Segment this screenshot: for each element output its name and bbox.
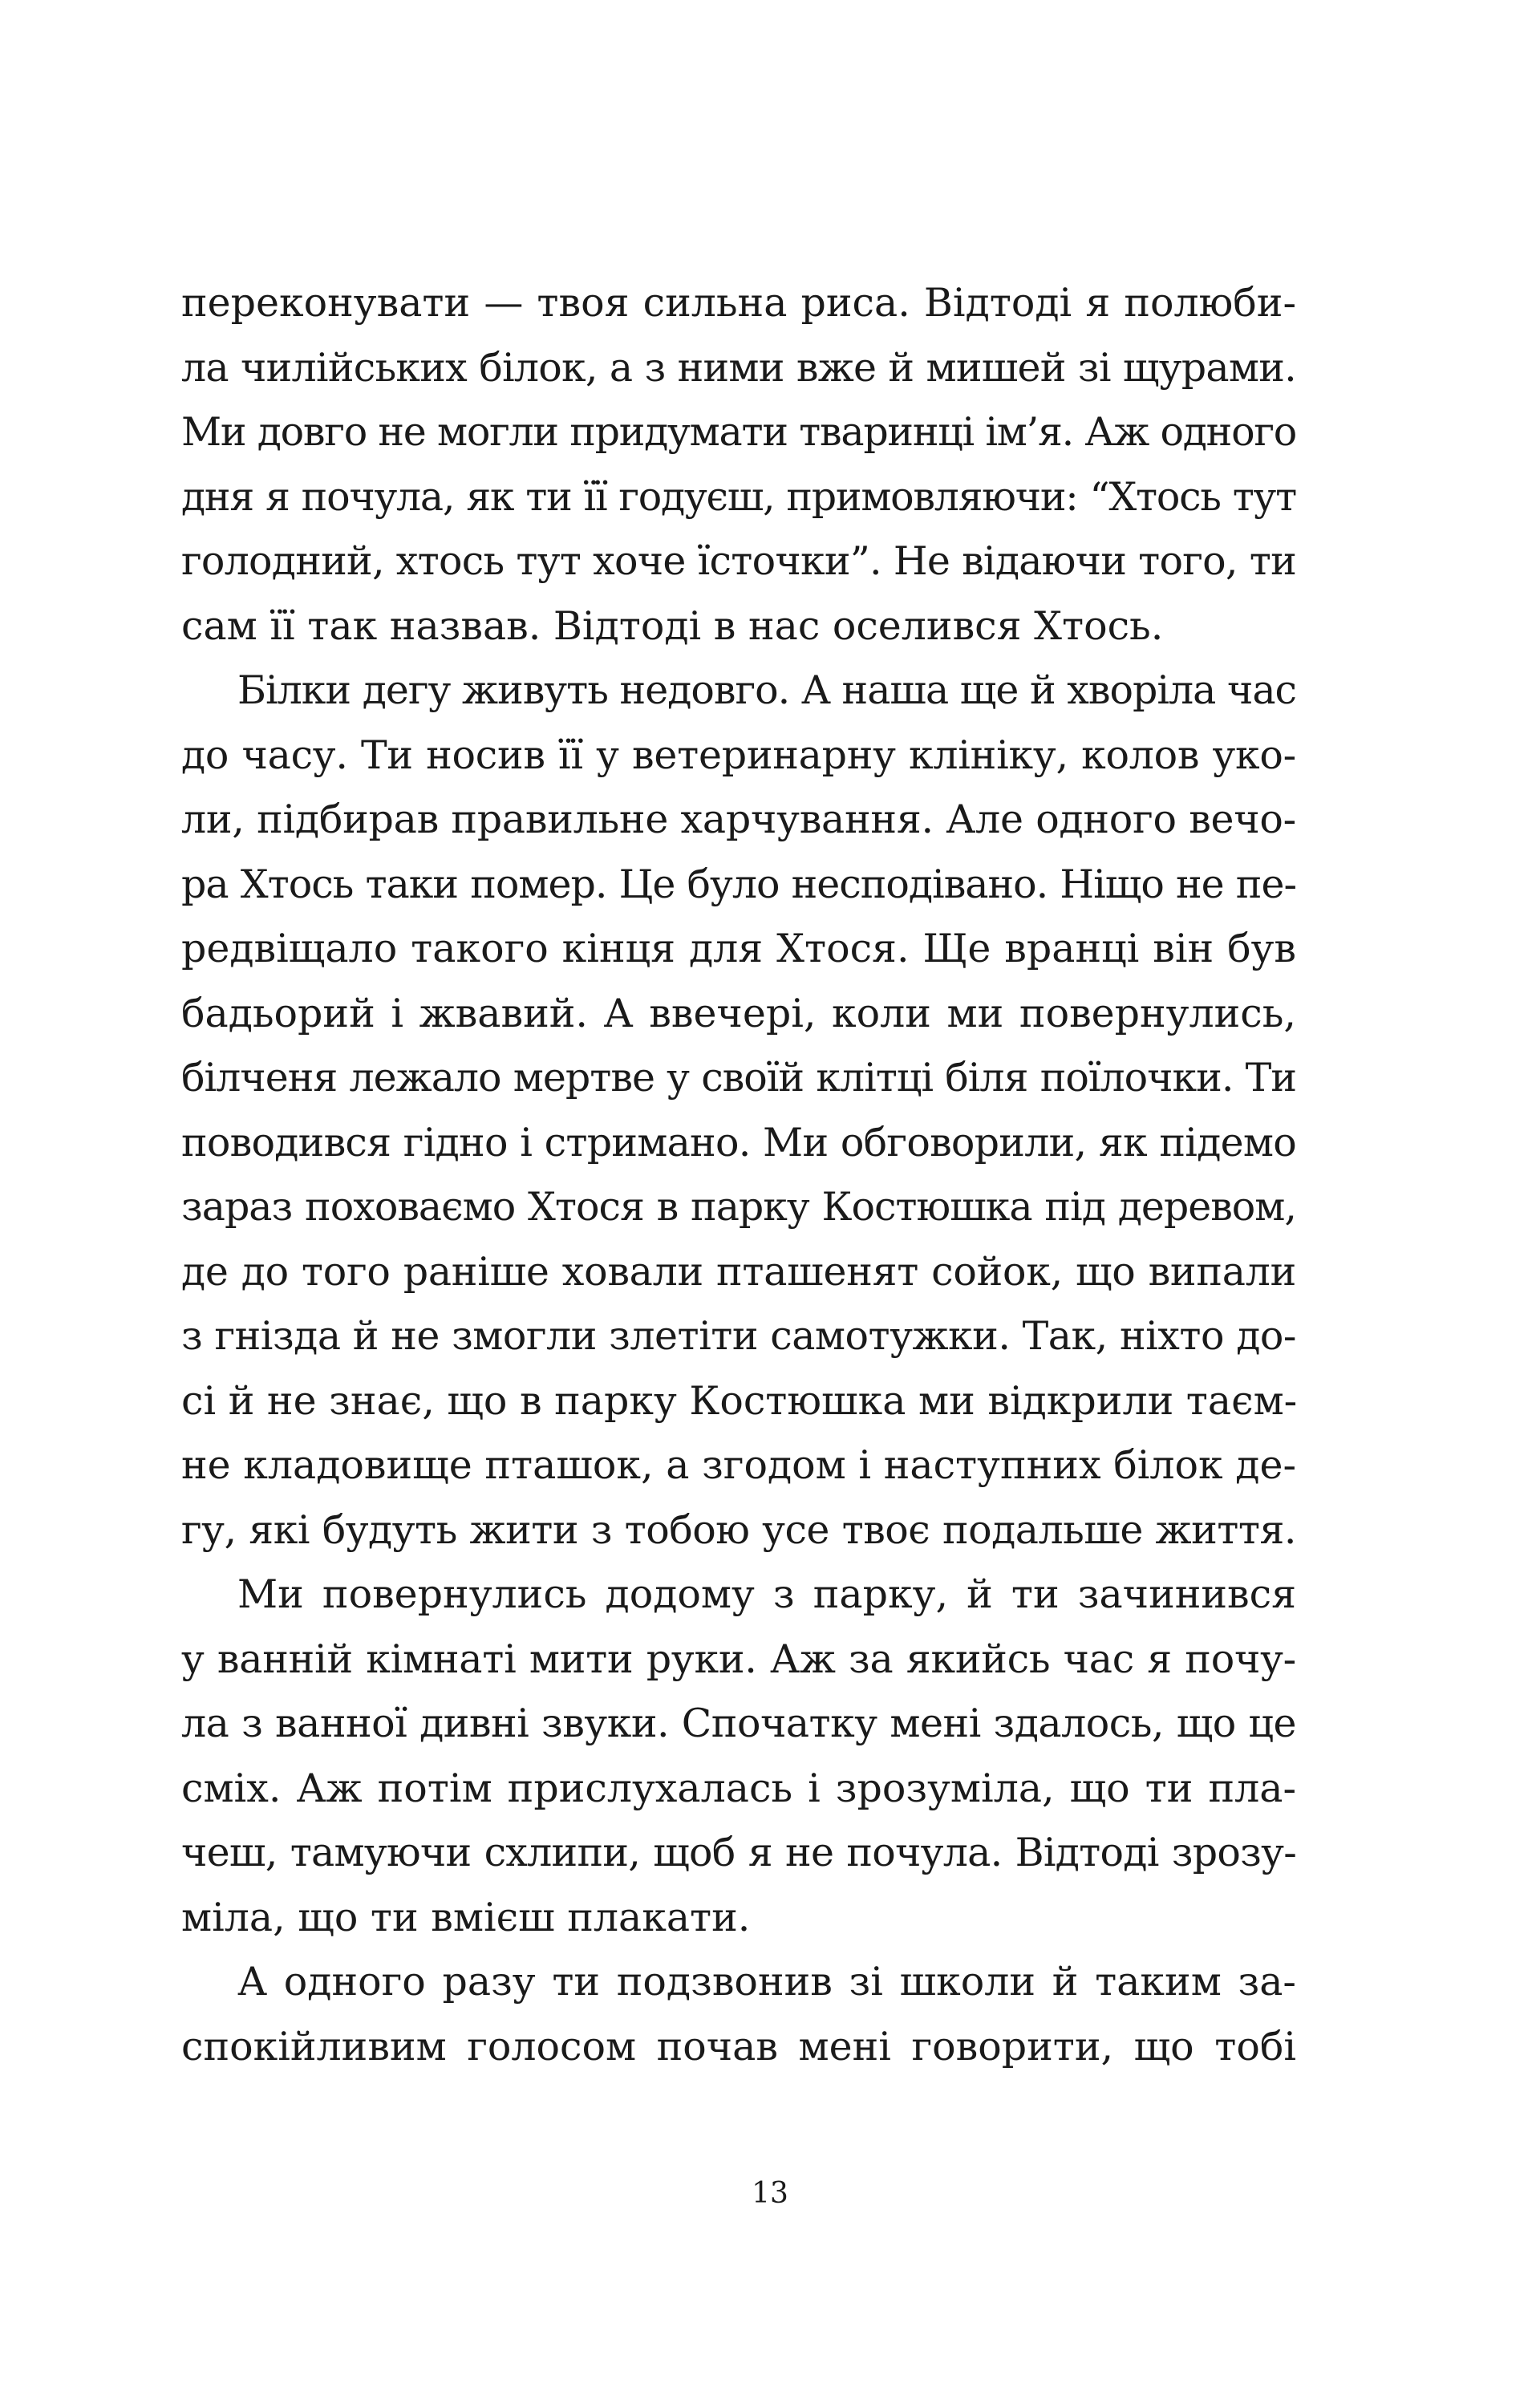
body-text xyxy=(181,271,1296,2079)
text-line: ли, підбирав правильне харчування. Але одного вечо- xyxy=(181,797,1296,842)
paragraph-start-line: Білки дегу живуть недовго. А наша ще й хворіла час xyxy=(237,667,1296,713)
text-line: переконувати — твоя сильна риса. Відтоді я полюби- xyxy=(181,280,1296,326)
text-line: поводився гідно і стримано. Ми обговорили, як підемо xyxy=(181,1119,1296,1166)
text-line: у ванній кімнаті мити руки. Аж за якийсь час я почу- xyxy=(181,1636,1296,1682)
text-line: до часу. Ти носив її у ветеринарну клініку, колов уко- xyxy=(181,732,1296,778)
text-line: сам її так назвав. Відтоді в нас оселився Хтось. xyxy=(181,602,1164,649)
text-line: не кладовище пташок, а згодом і наступних білок де- xyxy=(181,1442,1296,1488)
text-line: бадьорий і жвавий. А ввечері, коли ми повернулись, xyxy=(181,990,1296,1036)
text-line: спокійливим голосом почав мені говорити, що тобі xyxy=(181,2023,1296,2070)
text-line: гу, які будуть жити з тобою усе твоє подальше життя. xyxy=(181,1506,1296,1553)
paragraph-start-line: Ми повернулись додому з парку, й ти зачинився xyxy=(237,1571,1296,1617)
text-line: білченя лежало мертве у своїй клітці біля поїлочки. Ти xyxy=(181,1055,1296,1101)
text-line: редвіщало такого кінця для Хтося. Ще вранці він був xyxy=(181,926,1296,971)
text-line: сі й не знає, що в парку Костюшка ми відкрили таєм- xyxy=(181,1377,1298,1424)
text-line: де до того раніше ховали пташенят сойок, що випали xyxy=(181,1248,1296,1295)
text-line: сміх. Аж потім прислухалась і зрозуміла, що ти пла- xyxy=(181,1765,1296,1811)
text-line: чеш, тамуючи схлипи, щоб я не почула. Відтоді зрозу- xyxy=(181,1830,1296,1875)
text-line: міла, що ти вмієш плакати. xyxy=(181,1894,751,1940)
text-line: ла чилійських білок, а з ними вже й мишей зі щурами. xyxy=(181,344,1296,391)
text-line: голодний, хтось тут хоче їсточки”. Не відаючи того, ти xyxy=(181,538,1296,584)
text-line: з гнізда й не змогли злетіти самотужки. Так, ніхто до- xyxy=(181,1313,1296,1359)
text-line: ра Хтось таки помер. Це було несподівано. Ніщо не пе- xyxy=(181,861,1296,907)
paragraph-start-line: А одного разу ти подзвонив зі школи й таким за- xyxy=(237,1959,1296,2005)
text-line: дня я почула, як ти її годуєш, примовляючи: “Хтось тут xyxy=(181,473,1296,520)
text-line: Ми довго не могли придумати тваринці ім’я. Аж одного xyxy=(181,409,1296,455)
text-line: зараз поховаємо Хтося в парку Костюшка під деревом, xyxy=(181,1184,1296,1230)
text-line: ла з ванної дивні звуки. Спочатку мені здалось, що це xyxy=(181,1701,1296,1746)
page-number: 13 xyxy=(752,2177,788,2210)
